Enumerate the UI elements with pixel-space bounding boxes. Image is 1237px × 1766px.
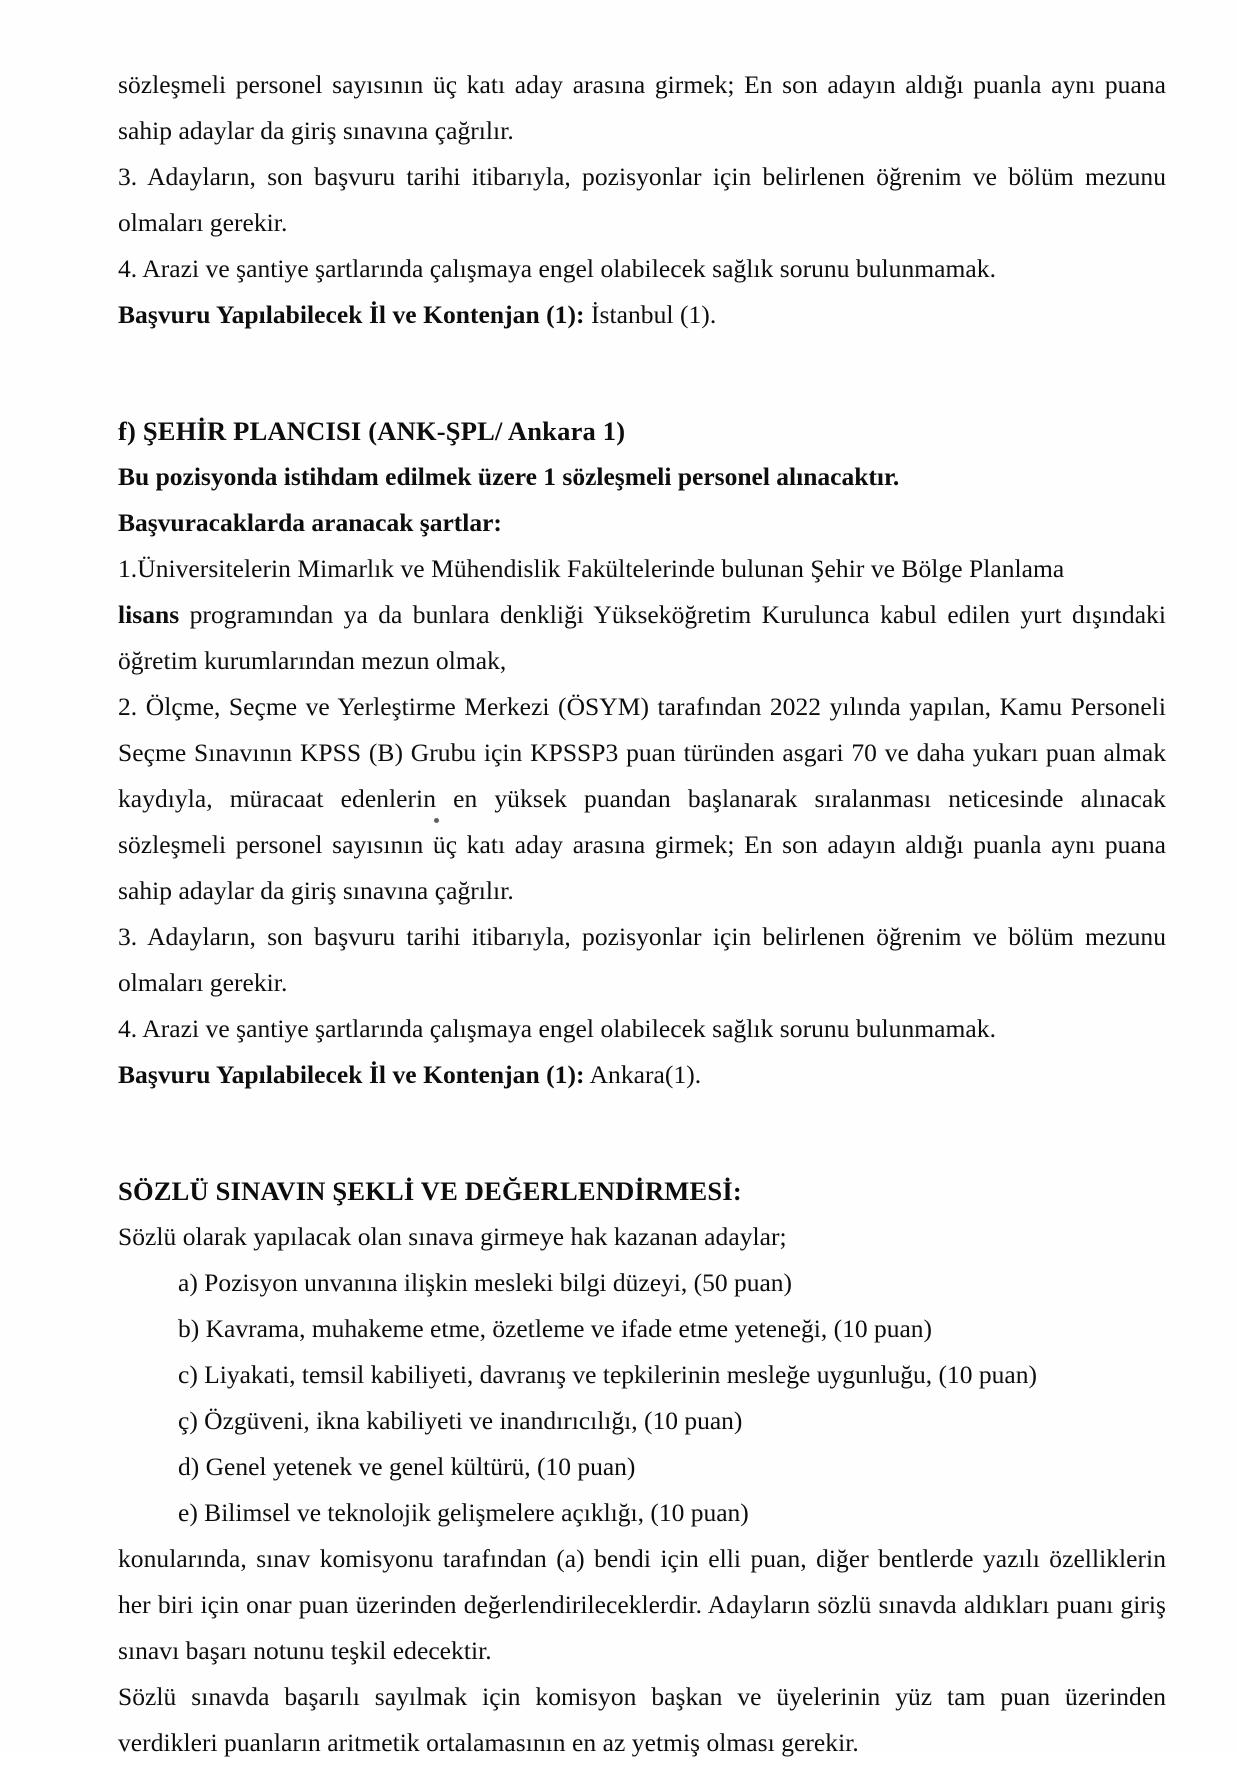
section-spacer	[118, 1098, 1166, 1168]
section-spacer	[118, 338, 1166, 408]
paragraph-item-4: 4. Arazi ve şantiye şartlarında çalışmaya engel olabilecek sağlık sorunu bulunmamak.	[118, 254, 996, 283]
condition-item-4: 4. Arazi ve şantiye şartlarında çalışmaya engel olabilecek sağlık sorunu bulunmamak.	[118, 1014, 996, 1043]
criteria-item-e: e) Bilimsel ve teknolojik gelişmelere açıklığı, (10 puan)	[178, 1498, 749, 1527]
scoring-paragraph: konularında, sınav komisyonu tarafından (a) bendi için elli puan, diğer bentlerde yazılı özelliklerin her biri için onar puan üzerinden değerlendirileceklerdir. Adayların sözlü sınavda aldıkları puanı giriş sınavı başarı notunu teşkil edecektir.	[118, 1544, 1166, 1665]
condition-item-1-line1: 1.Üniversitelerin Mimarlık ve Mühendislik Fakültelerinde bulunan Şehir ve Bölge Planlama	[118, 554, 1065, 583]
condition-item-3: 3. Adayların, son başvuru tarihi itibarıyla, pozisyonlar için belirlenen öğrenim ve bölüm mezunu olmaları gerekir.	[118, 922, 1166, 997]
section-heading-f: f) ŞEHİR PLANCISI (ANK-ŞPL/ Ankara 1)	[118, 416, 626, 446]
quota-value: İstanbul (1).	[584, 300, 717, 329]
paragraph-continuation: sözleşmeli personel sayısının üç katı aday arasına girmek; En son adayın aldığı puanla aynı puana sahip adaylar da giriş sınavına çağrılır.	[118, 70, 1166, 145]
quota-label: Başvuru Yapılabilecek İl ve Kontenjan (1):	[118, 300, 585, 329]
exam-section-heading: SÖZLÜ SINAVIN ŞEKLİ VE DEĞERLENDİRMESİ:	[118, 1176, 742, 1206]
position-quota-statement: Bu pozisyonda istihdam edilmek üzere 1 sözleşmeli personel alınacaktır.	[118, 462, 900, 491]
conditions-heading: Başvuracaklarda aranacak şartlar:	[118, 508, 502, 537]
quota-value: Ankara(1).	[584, 1060, 702, 1089]
document-body	[118, 62, 1166, 1766]
quota-line-ankara	[118, 1052, 1166, 1098]
criteria-item-c: c) Liyakati, temsil kabiliyeti, davranış ve tepkilerinin mesleğe uygunluğu, (10 puan)	[178, 1360, 1037, 1389]
exam-intro: Sözlü olarak yapılacak olan sınava girmeye hak kazanan adaylar;	[118, 1222, 787, 1251]
criteria-item-c-cedilla: ç) Özgüveni, ikna kabiliyeti ve inandırıcılığı, (10 puan)	[178, 1406, 743, 1435]
criteria-item-b: b) Kavrama, muhakeme etme, özetleme ve ifade etme yeteneği, (10 puan)	[178, 1314, 933, 1343]
condition-item-2: 2. Ölçme, Seçme ve Yerleştirme Merkezi (ÖSYM) tarafından 2022 yılında yapılan, Kamu Personeli Seçme Sınavının KPSS (B) Grubu için KPSSP3 puan türünden asgari 70 ve daha yukarı puan almak kaydıyla, müracaat edenlerin en yüksek puandan başlanarak sıralanması neticesinde alınacak sözleşmeli personel sayısının üç katı aday arasına girmek; En son adayın aldığı puanla aynı puana sahip adaylar da giriş sınavına çağrılır.	[118, 692, 1166, 905]
scan-artifact-speck	[434, 818, 439, 823]
passing-score-paragraph: Sözlü sınavda başarılı sayılmak için komisyon başkan ve üyelerinin yüz tam puan üzerinden verdikleri puanların aritmetik ortalamasının en az yetmiş olması gerekir.	[118, 1682, 1166, 1757]
criteria-item-a: a) Pozisyon unvanına ilişkin mesleki bilgi düzeyi, (50 puan)	[178, 1268, 793, 1297]
quota-label: Başvuru Yapılabilecek İl ve Kontenjan (1):	[118, 1060, 585, 1089]
condition-item-1-rest: programından ya da bunlara denkliği Yükseköğretim Kurulunca kabul edilen yurt dışındaki öğretim kurumlarından mezun olmak,	[118, 600, 1166, 675]
condition-item-1-line2	[118, 592, 1166, 684]
criteria-item-d: d) Genel yetenek ve genel kültürü, (10 puan)	[178, 1452, 636, 1481]
paragraph-item-3: 3. Adayların, son başvuru tarihi itibarıyla, pozisyonlar için belirlenen öğrenim ve bölüm mezunu olmaları gerekir.	[118, 162, 1166, 237]
quota-line-istanbul	[118, 292, 1166, 338]
lisans-emphasis: lisans	[118, 600, 180, 629]
